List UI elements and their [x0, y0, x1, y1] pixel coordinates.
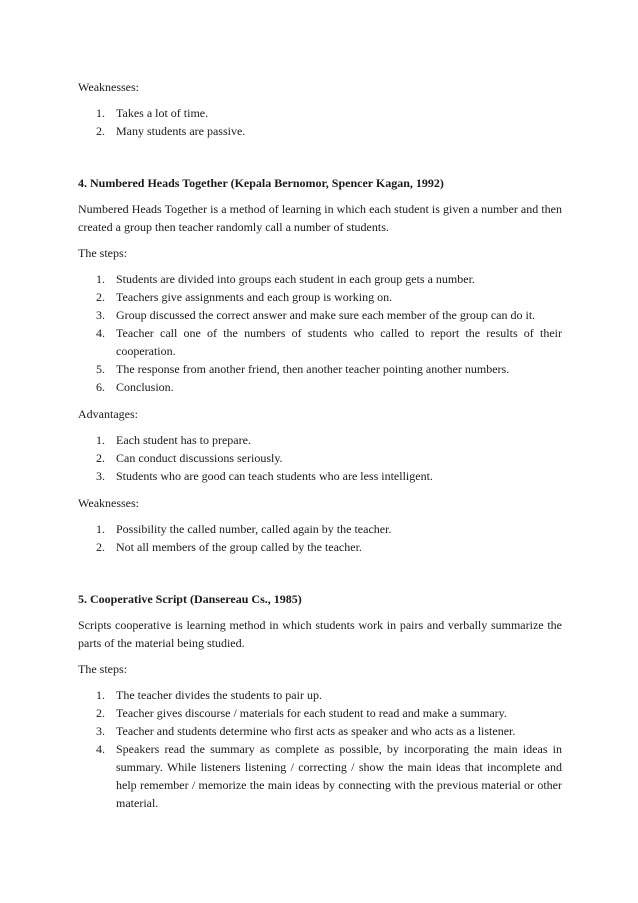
- nht-advantages-label: Advantages:: [78, 407, 138, 421]
- section-heading-cs: 5. Cooperative Script (Dansereau Cs., 1985): [78, 592, 302, 606]
- document-page: [78, 78, 562, 812]
- list-item: 2. Can conduct discussions seriously.: [96, 451, 283, 465]
- cs-steps-label: The steps:: [78, 662, 127, 676]
- list-item: 2. Many students are passive.: [96, 124, 246, 138]
- cs-steps-list: [78, 686, 562, 812]
- nht-steps-list: [78, 270, 562, 396]
- nht-steps-label: The steps:: [78, 246, 127, 260]
- section-heading-nht: 4. Numbered Heads Together (Kepala Bernomor, Spencer Kagan, 1992): [78, 176, 444, 190]
- list-item: 2. Not all members of the group called by the teacher.: [96, 540, 362, 554]
- list-item: 1. Possibility the called number, called again by the teacher.: [96, 522, 392, 536]
- weaknesses-label: Weaknesses:: [78, 80, 140, 94]
- list-item: 3. Teacher and students determine who first acts as speaker and who acts as a listener.: [96, 724, 516, 738]
- list-item: 2. Teacher gives discourse / materials for each student to read and make a summary.: [96, 706, 507, 720]
- nht-description: Numbered Heads Together is a method of learning in which each student is given a number and then created a group then teacher randomly call a number of students.: [78, 202, 562, 234]
- nht-weaknesses-label: Weaknesses:: [78, 496, 140, 510]
- list-item: 1. Each student has to prepare.: [96, 433, 251, 447]
- list-item: 1. Takes a lot of time.: [96, 106, 209, 120]
- cs-description: Scripts cooperative is learning method in which students work in pairs and verbally summarize the parts of the material being studied.: [78, 618, 562, 650]
- list-item: 2. Teachers give assignments and each group is working on.: [96, 290, 393, 304]
- list-item: 1. Students are divided into groups each student in each group gets a number.: [96, 272, 475, 286]
- list-item: 6. Conclusion.: [96, 380, 174, 394]
- nht-weaknesses-list: [78, 520, 562, 556]
- list-item: 5. The response from another friend, then another teacher pointing another numbers.: [96, 362, 510, 376]
- list-item: 1. The teacher divides the students to pair up.: [96, 688, 322, 702]
- nht-advantages-list: [78, 431, 562, 485]
- list-item: 4. Teacher call one of the numbers of students who called to report the results of their cooperation.: [96, 326, 562, 358]
- weaknesses-list: [78, 104, 562, 140]
- list-item: 4. Speakers read the summary as complete as possible, by incorporating the main ideas in summary. While listeners listening / correcting / show the main ideas that incomplete and help remember / memorize the main ideas by connecting with the previous material or other material.: [96, 742, 562, 810]
- list-item: 3. Students who are good can teach students who are less intelligent.: [96, 469, 433, 483]
- list-item: 3. Group discussed the correct answer and make sure each member of the group can do it.: [96, 308, 536, 322]
